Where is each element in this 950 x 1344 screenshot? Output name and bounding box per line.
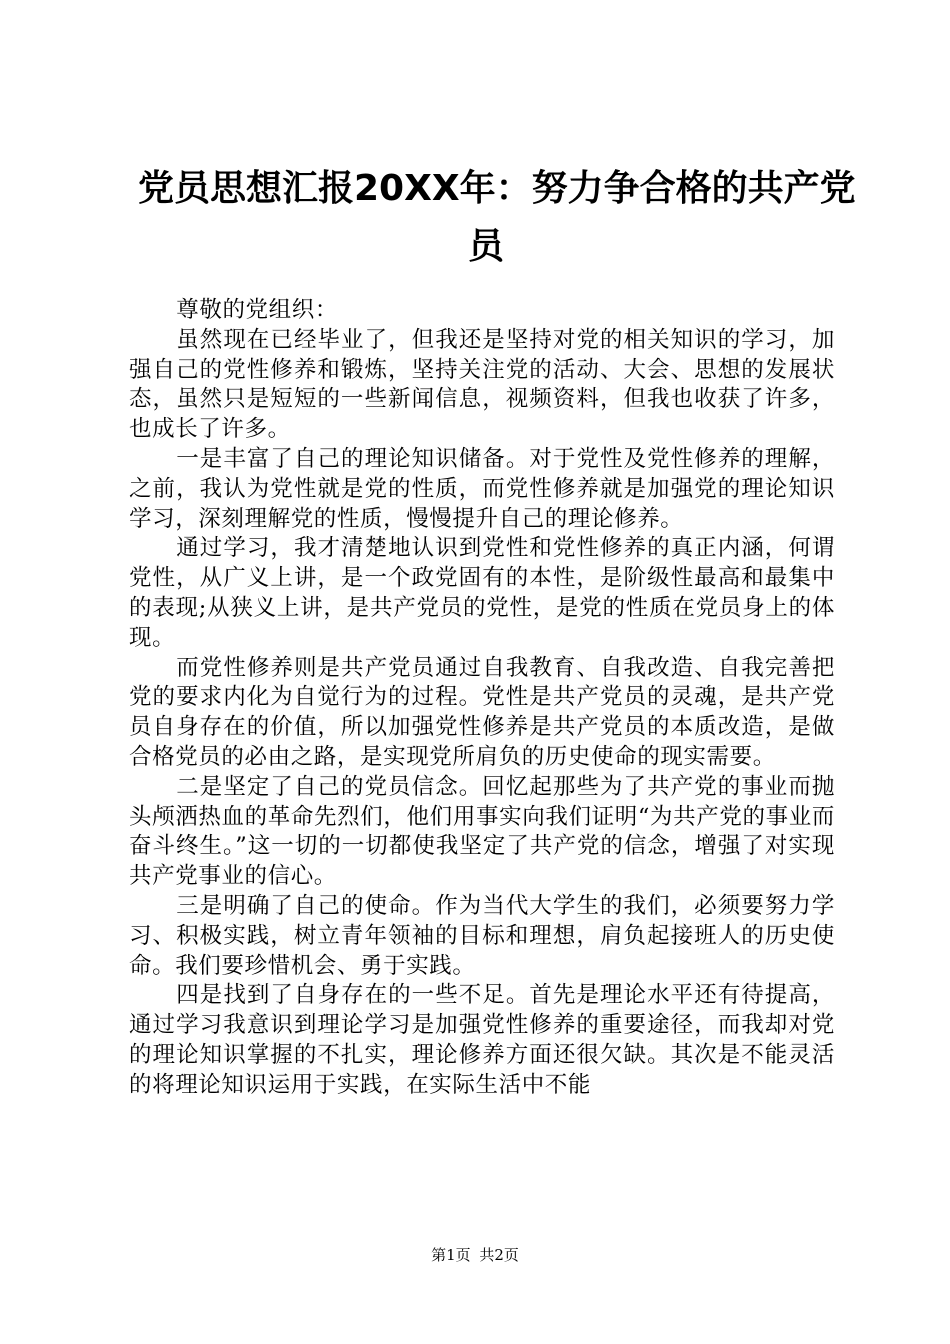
paragraph: 四是找到了自身存在的一些不足。首先是理论水平还有待提高，通过学习我意识到理论学习是加强党性修养的重要途径，而我却对党的理论知识掌握的不扎实，理论修养方面还很欠缺。其次是不能灵活的将理论知识运用于实践，在实际生活中不能 — [129, 982, 835, 1098]
paragraph: 通过学习，我才清楚地认识到党性和党性修养的真正内涵，何谓党性，从广义上讲，是一个政党固有的本性，是阶级性最高和最集中的表现;从狭义上讲，是共产党员的党性，是党的性质在党员身上的体现。 — [129, 535, 835, 651]
paragraph: 虽然现在已经毕业了，但我还是坚持对党的相关知识的学习，加强自己的党性修养和锻炼，坚持关注党的活动、大会、思想的发展状态，虽然只是短短的一些新闻信息，视频资料，但我也收获了许多，也成长了许多。 — [129, 326, 835, 443]
paragraph: 三是明确了自己的使命。作为当代大学生的我们，必须要努力学习、积极实践，树立青年领袖的目标和理想，肩负起接班人的历史使命。我们要珍惜机会、勇于实践。 — [129, 892, 835, 979]
paragraph: 二是坚定了自己的党员信念。回忆起那些为了共产党的事业而抛头颅洒热血的革命先烈们，他们用事实向我们证明“为共产党的事业而奋斗终生。”这一切的一切都使我坚定了共产党的信念，增强了对实现共产党事业的信心。 — [129, 773, 835, 890]
salutation: 尊敬的党组织： — [176, 297, 338, 323]
page-footer — [0, 1245, 950, 1265]
paragraph: 一是丰富了自己的理论知识储备。对于党性及党性修养的理解，之前，我认为党性就是党的性质，而党性修养就是加强党的理论知识学习，深刻理解党的性质，慢慢提升自己的理论修养。 — [129, 445, 835, 532]
document-title — [120, 160, 860, 276]
title-line-1: 党员思想汇报20XX年：努力争合格的共产党 — [138, 168, 856, 209]
page-number-total: 共2页 — [479, 1246, 519, 1264]
document-body — [129, 296, 835, 1101]
title-line-2: 员 — [467, 226, 504, 267]
paragraph: 而党性修养则是共产党员通过自我教育、自我改造、自我完善把党的要求内化为自觉行为的过程。党性是共产党员的灵魂，是共产党员自身存在的价值，所以加强党性修养是共产党员的本质改造，是做合格党员的必由之路，是实现党所肩负的历史使命的现实需要。 — [129, 654, 835, 770]
page-number-current: 第1页 — [431, 1246, 471, 1264]
